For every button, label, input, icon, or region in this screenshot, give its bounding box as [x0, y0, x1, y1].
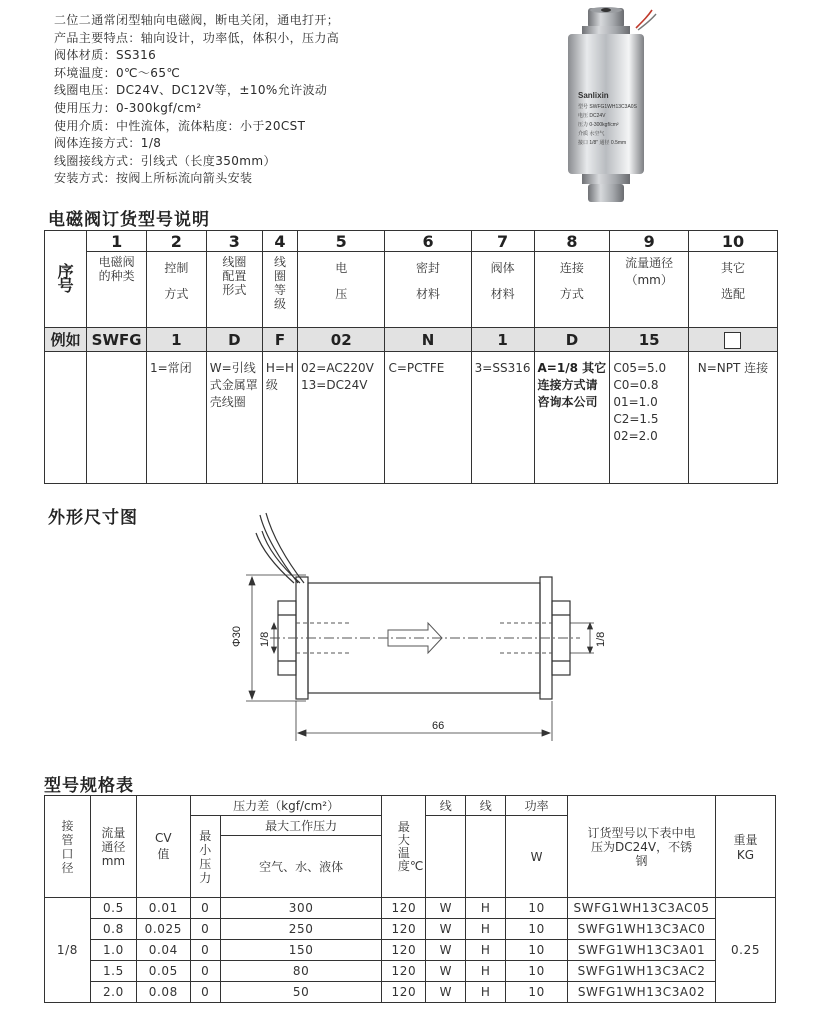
options-cell: C05=5.0 C0=0.8 01=1.0 C2=1.5 02=2.0: [610, 352, 689, 484]
hdr-power-unit: W: [506, 816, 568, 898]
dim-port-right: 1/8: [595, 631, 607, 647]
col-number: 7: [471, 231, 534, 252]
options-spacer: [45, 352, 87, 484]
example-value: 15: [610, 328, 689, 352]
hdr-line1: 线: [426, 796, 466, 816]
hdr-line2: 线: [466, 796, 506, 816]
col-desc: 电磁阀的种类: [87, 252, 147, 328]
example-label: 例如: [45, 328, 87, 352]
options-cell: W=引线式金属罩壳线圈: [206, 352, 262, 484]
dimension-drawing: [210, 505, 630, 745]
feature-line: 阀体材质：SS316: [54, 48, 157, 63]
col-desc: 电压: [298, 252, 385, 328]
cell-max: 50: [220, 982, 382, 1003]
col-number: 4: [262, 231, 297, 252]
col-desc: 线圈配置形式: [206, 252, 262, 328]
cell-temp: 120: [382, 940, 426, 961]
hdr-order: 订货型号以下表中电压为DC24V，不锈钢: [568, 796, 716, 898]
options-cell: H=H级: [262, 352, 297, 484]
cell-flow: 2.0: [90, 982, 136, 1003]
photo-line: 压力 0-300kgf/cm²: [578, 122, 619, 128]
cell-model: SWFG1WH13C3AC0: [568, 919, 716, 940]
cell-temp: 120: [382, 982, 426, 1003]
hdr-temp: 最大温度℃: [382, 796, 426, 898]
cell-min: 0: [190, 898, 220, 919]
col-number: 9: [610, 231, 689, 252]
cell-max: 300: [220, 898, 382, 919]
cell-max: 150: [220, 940, 382, 961]
valve-outline: [256, 513, 570, 699]
cell-min: 0: [190, 961, 220, 982]
cell-port: 1/8: [45, 898, 91, 1003]
cell-l1: W: [426, 961, 466, 982]
col-desc: 其它选配: [688, 252, 777, 328]
spec-title: 型号规格表: [44, 776, 134, 796]
example-value: 02: [298, 328, 385, 352]
hdr-flow: 流量通径mm: [90, 796, 136, 898]
cell-l2: H: [466, 940, 506, 961]
cell-power: 10: [506, 940, 568, 961]
example-value: D: [206, 328, 262, 352]
cell-model: SWFG1WH13C3A01: [568, 940, 716, 961]
cell-max: 250: [220, 919, 382, 940]
col-number: 8: [534, 231, 610, 252]
col-desc: 密封材料: [385, 252, 471, 328]
col-number: 5: [298, 231, 385, 252]
cell-l2: H: [466, 919, 506, 940]
hdr-cv: CV值: [136, 796, 190, 898]
cell-power: 10: [506, 982, 568, 1003]
example-value: 1: [146, 328, 206, 352]
feature-list: [54, 12, 339, 188]
hdr-pressure: 压力差（kgf/cm²）: [190, 796, 382, 816]
cell-min: 0: [190, 940, 220, 961]
cell-temp: 120: [382, 898, 426, 919]
cell-min: 0: [190, 919, 220, 940]
photo-brand: Sanlixin: [578, 91, 609, 100]
cell-temp: 120: [382, 919, 426, 940]
cell-model: SWFG1WH13C3AC05: [568, 898, 716, 919]
photo-line: 介质 水空气: [578, 131, 605, 137]
hdr-power: 功率: [506, 796, 568, 816]
cell-cv: 0.08: [136, 982, 190, 1003]
empty-checkbox: [724, 332, 741, 349]
col-number: 2: [146, 231, 206, 252]
cell-l1: W: [426, 898, 466, 919]
col-desc: 连接方式: [534, 252, 610, 328]
hdr-min: 最小压力: [190, 816, 220, 898]
col-desc: 控制方式: [146, 252, 206, 328]
cell-model: SWFG1WH13C3AC2: [568, 961, 716, 982]
dim-port-left: 1/8: [259, 631, 271, 647]
internal-bore: [270, 623, 580, 653]
example-value: SWFG: [87, 328, 147, 352]
cell-min: 0: [190, 982, 220, 1003]
example-value: 1: [471, 328, 534, 352]
hdr-media: 空气、水、液体: [220, 836, 382, 898]
cell-flow: 0.8: [90, 919, 136, 940]
dimension-lines: [246, 575, 594, 741]
photo-line: 型号 SWFG1WH13C3A0S: [578, 104, 637, 110]
cell-l2: H: [466, 961, 506, 982]
cell-l1: W: [426, 940, 466, 961]
col-number: 1: [87, 231, 147, 252]
cell-l1: W: [426, 919, 466, 940]
cell-l2: H: [466, 982, 506, 1003]
cell-max: 80: [220, 961, 382, 982]
dim-length: 66: [432, 720, 445, 732]
cell-l1: W: [426, 982, 466, 1003]
feature-line: 产品主要特点：轴向设计，功率低，体积小，压力高: [54, 30, 340, 45]
col-number: 10: [688, 231, 777, 252]
options-cell: 3=SS316: [471, 352, 534, 484]
feature-line: 使用介质：中性流体，流体粘度：小于20CST: [54, 118, 306, 133]
col-number: 6: [385, 231, 471, 252]
hdr-weight: 重量KG: [716, 796, 776, 898]
photo-line: 电压 DC24V: [578, 113, 606, 119]
dim-diameter: Φ30: [231, 625, 243, 647]
cell-temp: 120: [382, 961, 426, 982]
options-cell: 02=AC220V 13=DC24V: [298, 352, 385, 484]
feature-line: 安装方式：按阀上所标流向箭头安装: [54, 171, 253, 186]
options-cell: A=1/8 其它连接方式请咨询本公司: [534, 352, 610, 484]
hdr-max: 最大工作压力: [220, 816, 382, 836]
cell-cv: 0.04: [136, 940, 190, 961]
hdr-line1-blank: [426, 816, 466, 898]
cell-cv: 0.025: [136, 919, 190, 940]
feature-line: 阀体连接方式：1/8: [54, 136, 162, 151]
cell-flow: 0.5: [90, 898, 136, 919]
example-value: D: [534, 328, 610, 352]
cell-power: 10: [506, 919, 568, 940]
order-code-table: [44, 230, 778, 484]
feature-line: 线圈电压：DC24V、DC12V等，±10%允许波动: [54, 83, 328, 98]
product-photo: [548, 6, 668, 206]
example-value: N: [385, 328, 471, 352]
feature-line: 线圈接线方式：引线式（长度350mm）: [54, 153, 276, 168]
feature-line: 环境温度：0℃～65℃: [54, 65, 181, 80]
col-desc: 流量通径（mm）: [610, 252, 689, 328]
feature-line: 二位二通常闭型轴向电磁阀，断电关闭，通电打开；: [54, 13, 340, 27]
cell-model: SWFG1WH13C3A02: [568, 982, 716, 1003]
options-cell: N=NPT 连接: [688, 352, 777, 484]
example-value: F: [262, 328, 297, 352]
cell-power: 10: [506, 961, 568, 982]
cell-flow: 1.0: [90, 940, 136, 961]
feature-line: 使用压力：0-300kgf/cm²: [54, 100, 202, 115]
options-cell: [87, 352, 147, 484]
cell-flow: 1.5: [90, 961, 136, 982]
spec-table: [44, 795, 776, 1003]
order-title: 电磁阀订货型号说明: [48, 210, 210, 230]
cell-l2: H: [466, 898, 506, 919]
col-number: 3: [206, 231, 262, 252]
hdr-line2-blank: [466, 816, 506, 898]
options-cell: C=PCTFE: [385, 352, 471, 484]
col-desc: 线圈等级: [262, 252, 297, 328]
hdr-port: 接管口径: [45, 796, 91, 898]
photo-line: 接口 1/8" 通径 0.5mm: [578, 140, 627, 146]
cell-weight: 0.25: [716, 898, 776, 1003]
cell-cv: 0.01: [136, 898, 190, 919]
dim-title: 外形尺寸图: [48, 508, 138, 528]
cell-power: 10: [506, 898, 568, 919]
seq-header: 序号: [45, 231, 87, 328]
cell-cv: 0.05: [136, 961, 190, 982]
options-cell: 1=常闭: [146, 352, 206, 484]
example-value: [688, 328, 777, 352]
col-desc: 阀体材料: [471, 252, 534, 328]
